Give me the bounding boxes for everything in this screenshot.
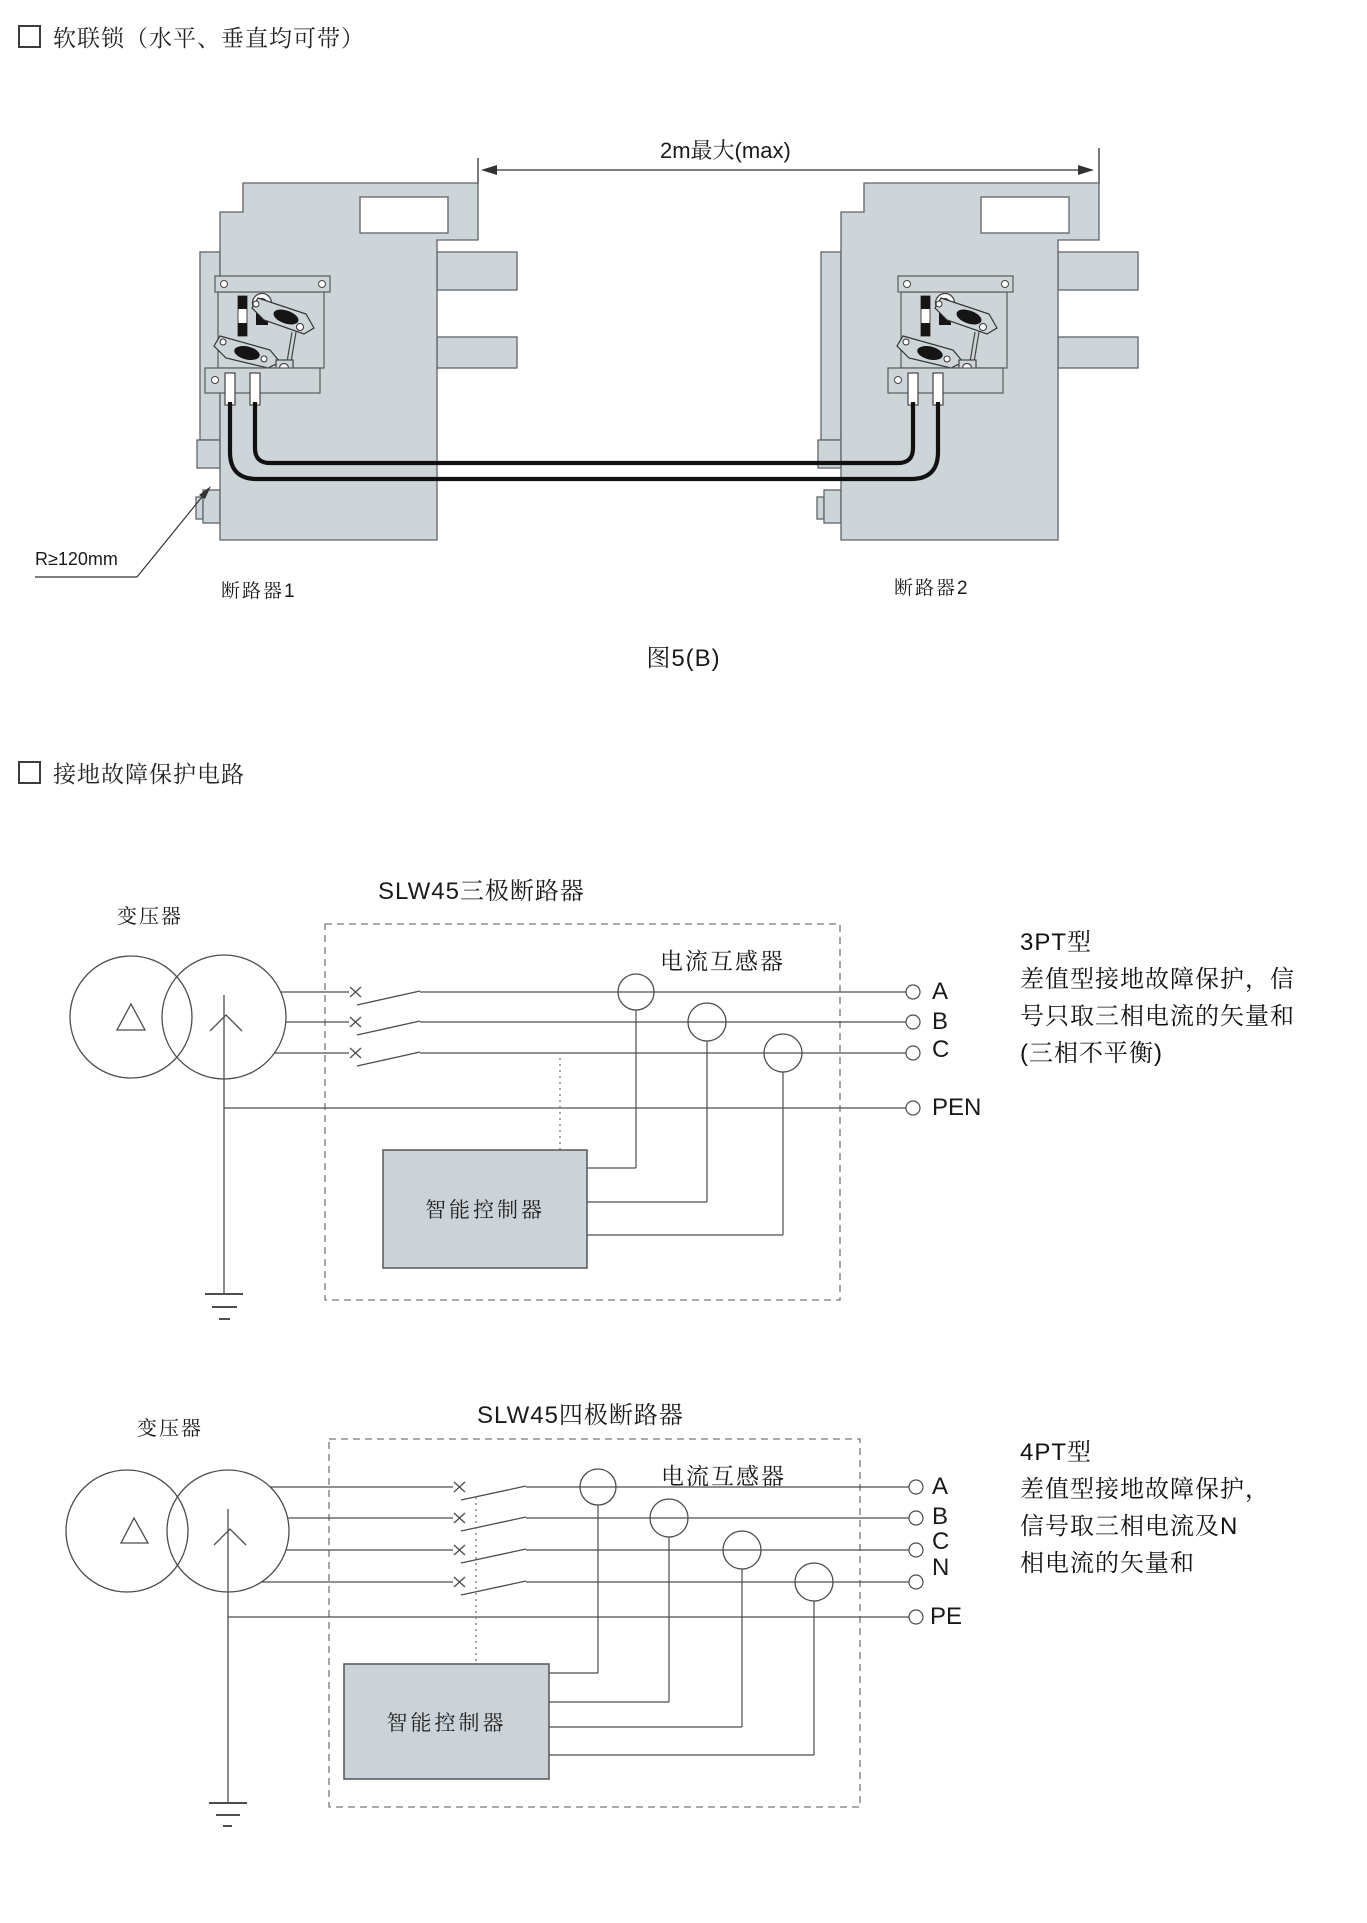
note-line: (三相不平衡)	[1020, 1040, 1163, 1067]
wye-winding-icon	[214, 1529, 246, 1545]
delta-winding-icon	[117, 1004, 145, 1030]
transformer-label-4pt: 变压器	[137, 1418, 203, 1440]
breaker2-drawing	[817, 183, 1138, 540]
section-title-interlock	[18, 20, 365, 53]
current-transformers-3pt	[618, 974, 802, 1072]
phase-lines-3pt	[274, 987, 906, 1066]
note-line: 差值型接地故障保护，	[1020, 1476, 1270, 1503]
dimension-label: 2m最大(max)	[660, 138, 791, 163]
section-title-ground-fault	[18, 756, 245, 789]
ground-symbol-4pt	[209, 1803, 247, 1826]
ct-label-4pt: 电流互感器	[661, 1463, 786, 1489]
note-line: 相电流的矢量和	[1020, 1550, 1195, 1577]
breaker1-drawing	[196, 183, 517, 540]
interlock-figure	[35, 148, 1138, 577]
note-line: 3PT型	[1020, 929, 1093, 956]
checkbox-square-icon	[18, 761, 41, 784]
transformer-symbol-3pt	[70, 955, 286, 1294]
terminal-label-a: A	[932, 1473, 949, 1500]
checkbox-square-icon	[18, 25, 41, 48]
breaker2-handle-window	[981, 197, 1069, 233]
ground-symbol-3pt	[205, 1294, 243, 1319]
note-line: 4PT型	[1020, 1439, 1093, 1466]
delta-winding-icon	[121, 1518, 148, 1543]
controller-label-4pt: 智能控制器	[386, 1711, 507, 1735]
note-4pt	[1020, 1434, 1270, 1582]
terminal-label-c: C	[932, 1036, 950, 1063]
figure-caption: 图5(B)	[646, 645, 721, 672]
diagram-4pt-title: SLW45四极断路器	[477, 1402, 684, 1429]
note-line: 信号取三相电流及N	[1020, 1513, 1239, 1540]
section-title-text: 接地故障保护电路	[53, 761, 245, 787]
terminal-label-pen: PEN	[932, 1094, 982, 1121]
terminal-label-a: A	[932, 978, 949, 1005]
section-title-text: 软联锁（水平、垂直均可带）	[53, 25, 365, 51]
terminal-label-pe: PE	[930, 1603, 963, 1630]
note-3pt	[1020, 924, 1295, 1072]
ct-label-3pt: 电流互感器	[660, 948, 785, 974]
terminal-circles-3pt	[906, 985, 920, 1115]
terminal-label-b: B	[932, 1503, 949, 1530]
terminal-label-c: C	[932, 1528, 950, 1555]
controller-label-3pt: 智能控制器	[425, 1199, 545, 1222]
ct-wiring-4pt	[549, 1505, 814, 1755]
breaker2-label: 断路器2	[894, 578, 970, 599]
terminal-label-n: N	[932, 1554, 950, 1581]
terminal-label-b: B	[932, 1008, 949, 1035]
breaker1-handle-window	[360, 197, 448, 233]
wye-winding-icon	[210, 1015, 242, 1031]
note-line: 差值型接地故障保护，信	[1020, 966, 1295, 993]
terminal-circles-4pt	[909, 1480, 923, 1624]
diagram-3pt-title: SLW45三极断路器	[378, 878, 585, 905]
ct-wiring-3pt	[587, 1010, 783, 1235]
radius-label: R≥120mm	[35, 549, 118, 569]
transformer-symbol-4pt	[66, 1470, 289, 1803]
note-line: 号只取三相电流的矢量和	[1020, 1003, 1295, 1030]
transformer-label-3pt: 变压器	[117, 906, 183, 928]
breaker1-label: 断路器1	[221, 581, 297, 602]
